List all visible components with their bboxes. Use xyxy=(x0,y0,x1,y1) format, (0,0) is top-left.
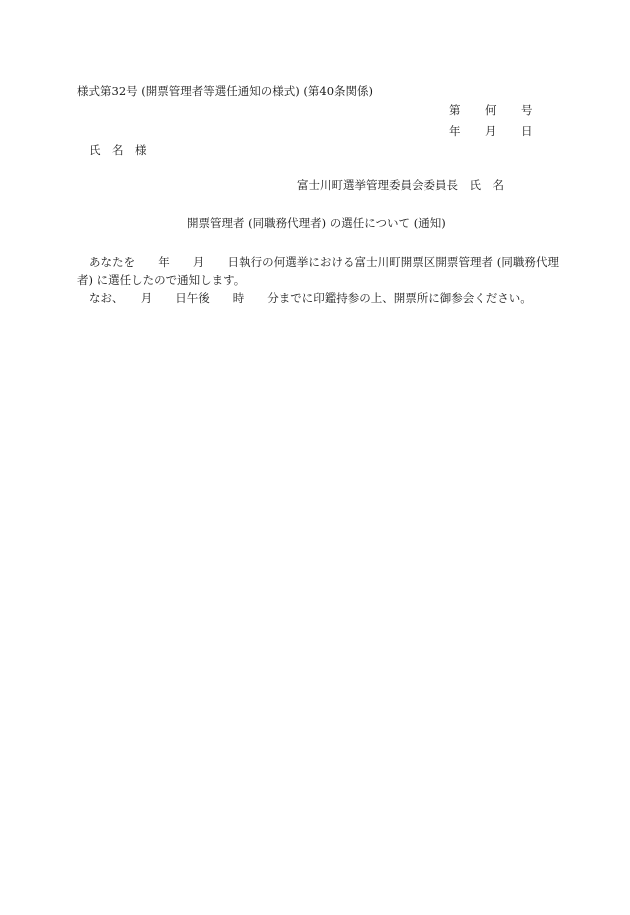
number-placeholder: 何 xyxy=(485,103,497,117)
number-prefix: 第 xyxy=(449,103,461,117)
document-number-line xyxy=(449,102,541,123)
subject-line: 開票管理者 (同職務代理者) の選任について (通知) xyxy=(187,216,446,230)
sender: 富士川町選挙管理委員会委員長 氏 名 xyxy=(297,178,504,192)
body-paragraph-attendance: なお、 月 日午後 時 分までに印鑑持参の上、開票所に御参会ください。 xyxy=(89,291,532,305)
number-suffix: 号 xyxy=(521,103,533,117)
body-paragraph-appointment: あなたを 年 月 日執行の何選挙における富士川町開票区開票管理者 (同職務代理者) に選任したので通知します。 xyxy=(77,255,559,287)
date-day: 日 xyxy=(521,124,533,138)
notice-body xyxy=(77,253,559,307)
addressee: 氏 名 様 xyxy=(89,143,147,157)
form-title: 様式第32号 (開票管理者等選任通知の様式) (第40条関係) xyxy=(77,84,374,98)
date-year: 年 xyxy=(449,124,461,138)
document-date-line xyxy=(449,123,541,144)
document-number-date-block xyxy=(449,102,541,144)
date-month: 月 xyxy=(485,124,497,138)
